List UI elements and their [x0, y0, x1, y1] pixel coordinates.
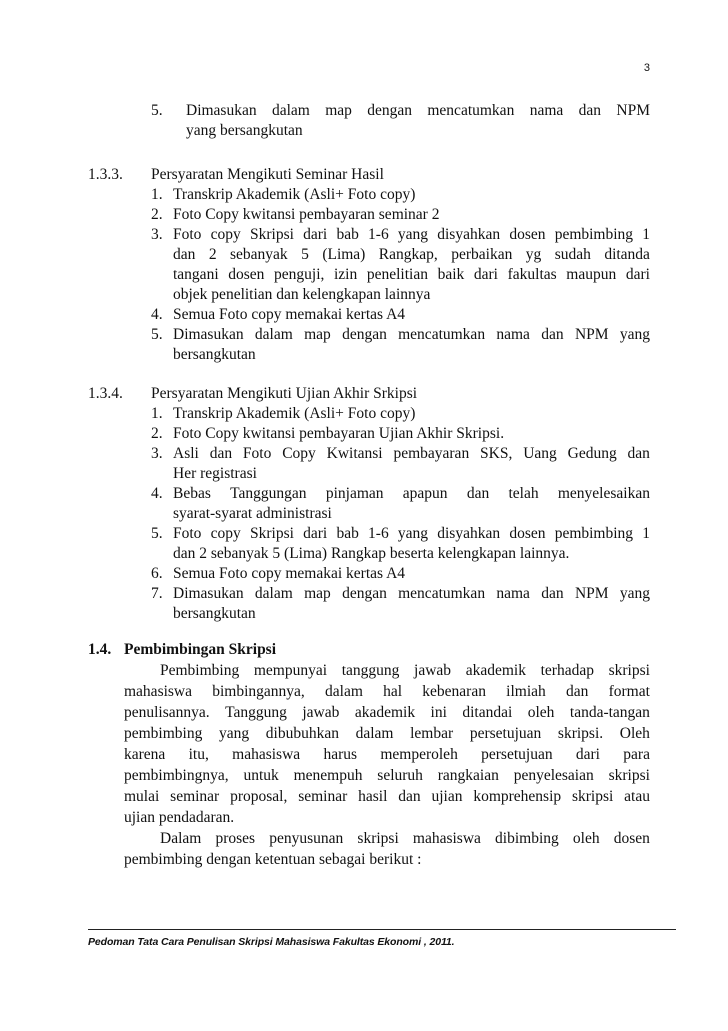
word: penulisannya.: [124, 704, 210, 721]
list-item-line: Foto Copy kwitansi pembayaran Ujian Akhir Skripsi.: [173, 425, 505, 442]
word: menyelesaikan: [557, 485, 650, 502]
word: tanda-tangan: [569, 704, 650, 721]
word: jawab: [414, 662, 452, 679]
word: yang: [397, 226, 429, 243]
word: Asli: [173, 445, 199, 462]
word: persetujuan: [469, 725, 542, 742]
word: nama: [529, 102, 564, 119]
word: dan: [566, 683, 589, 700]
word: memperoleh: [380, 746, 458, 763]
list-item-number: 3.: [151, 226, 163, 243]
word: dan: [209, 445, 233, 462]
word: map: [304, 585, 331, 602]
word: yg: [525, 246, 542, 263]
word: copy: [210, 525, 241, 542]
list-item-line: [173, 245, 650, 265]
list-item-line: Semua Foto copy memakai kertas A4: [173, 565, 406, 582]
word: dibubuhkan: [265, 725, 339, 742]
word: penyusunan: [269, 830, 344, 847]
word: pembimbingnya,: [124, 767, 229, 784]
word: Rangkap,: [378, 246, 438, 263]
word: Pembimbing: [160, 662, 240, 679]
word: ini: [430, 704, 447, 721]
paragraph-line: pembimbing dengan ketentuan sebagai berikut :: [124, 851, 422, 868]
page-footer: Pedoman Tata Cara Penulisan Skripsi Mahasiswa Fakultas Ekonomi , 2011.: [88, 936, 455, 948]
list-item-line: [173, 584, 650, 604]
word: fakultas: [507, 266, 557, 283]
word: Skripsi: [249, 525, 294, 542]
word: dari: [303, 226, 328, 243]
word: pembimbing: [124, 725, 203, 742]
word: untuk: [243, 767, 279, 784]
list-item-line: syarat-syarat administrasi: [173, 505, 332, 522]
word: Foto: [173, 226, 202, 243]
word: nama: [496, 326, 530, 343]
word: nama: [496, 585, 530, 602]
list-item-number: 4.: [151, 306, 163, 323]
word: dosen: [509, 525, 546, 542]
section-title: Pembimbingan Skripsi: [124, 641, 277, 658]
word: jawab: [302, 704, 340, 721]
word: komprehensip: [473, 788, 562, 805]
word: skripsi.: [557, 725, 604, 742]
word: bab: [336, 525, 359, 542]
word: skripsi: [571, 788, 614, 805]
word: skripsi: [608, 767, 650, 784]
word: kebenaran: [422, 683, 486, 700]
word: Kwitansi: [326, 445, 383, 462]
word: SKS,: [480, 445, 513, 462]
word: pembimbing: [554, 525, 634, 542]
list-item-number: 2.: [151, 425, 163, 442]
word: format: [608, 683, 650, 700]
list-item-number: 6.: [151, 565, 163, 582]
word: dan: [466, 485, 490, 502]
word: dan: [541, 585, 564, 602]
word: dan: [578, 102, 602, 119]
list-item-number: 5.: [151, 326, 163, 343]
word: dengan: [342, 585, 387, 602]
paragraph-line: [124, 682, 650, 702]
list-item-line: Transkrip Akademik (Asli+ Foto copy): [173, 186, 416, 203]
word: tangani: [173, 266, 219, 283]
list-item-number: 1.: [151, 186, 163, 203]
word: 1-6: [368, 525, 389, 542]
word: mahasiswa: [232, 746, 301, 763]
list-item-line: bersangkutan: [173, 346, 256, 363]
paragraph-line: [124, 745, 650, 765]
word: Dimasukan: [173, 585, 244, 602]
list-item-number: 2.: [151, 206, 163, 223]
list-item-line: Foto Copy kwitansi pembayaran seminar 2: [173, 206, 440, 223]
word: hasil: [358, 788, 388, 805]
word: Uang: [523, 445, 557, 462]
word: Oleh: [619, 725, 650, 742]
word: persetujuan: [481, 746, 553, 763]
list-item-number: 3.: [151, 445, 163, 462]
word: karena: [124, 746, 166, 763]
list-item-line: [186, 101, 650, 121]
word: dengan: [342, 326, 387, 343]
word: maupun: [566, 266, 617, 283]
word: NPM: [574, 585, 609, 602]
word: disyahkan: [437, 226, 501, 243]
word: mempunyai: [253, 662, 328, 679]
word: bimbingannya,: [212, 683, 305, 700]
list-item-line: Semua Foto copy memakai kertas A4: [173, 306, 406, 323]
word: rangkaian: [437, 767, 499, 784]
word: penelitian: [366, 266, 428, 283]
word: Dalam: [160, 830, 202, 847]
word: pembayaran: [393, 445, 470, 462]
footer-rule: [88, 929, 676, 930]
list-item-number: 4.: [151, 485, 163, 502]
word: bab: [336, 226, 359, 243]
word: penguji,: [274, 266, 325, 283]
word: dalam: [254, 326, 293, 343]
word: oleh: [572, 830, 600, 847]
word: dan: [398, 788, 421, 805]
word: map: [304, 326, 331, 343]
list-item-line: bersangkutan: [173, 605, 256, 622]
list-item-line: yang bersangkutan: [186, 122, 303, 139]
word: mahasiswa: [412, 830, 481, 847]
word: mulai: [124, 788, 160, 805]
word: dengan: [367, 102, 413, 119]
list-item-line: objek penelitian dan kelengkapan lainnya: [173, 286, 431, 303]
section-number: 1.3.3.: [88, 166, 123, 183]
word: dan: [173, 246, 196, 263]
word: 2: [208, 246, 217, 263]
word: NPM: [616, 102, 650, 119]
word: pinjaman: [325, 485, 384, 502]
word: Skripsi: [249, 226, 294, 243]
word: oleh: [527, 704, 555, 721]
word: perbaikan: [451, 246, 513, 263]
word: yang: [219, 725, 250, 742]
word: penyelesaian: [513, 767, 594, 784]
word: mahasiswa: [124, 683, 193, 700]
word: baik: [437, 266, 465, 283]
word: apapun: [402, 485, 448, 502]
word: mencatumkan: [398, 326, 486, 343]
word: akademik: [465, 662, 526, 679]
word: pembimbing: [554, 226, 634, 243]
list-item-number: 7.: [151, 585, 163, 602]
word: atau: [624, 788, 650, 805]
word: dari: [625, 266, 650, 283]
word: Foto: [242, 445, 272, 462]
word: 1: [642, 226, 650, 243]
word: dalam: [325, 683, 363, 700]
section-title: Persyaratan Mengikuti Ujian Akhir Srkipsi: [151, 385, 418, 402]
word: yang: [619, 326, 650, 343]
paragraph-line: [160, 661, 650, 681]
word: tanggung: [341, 662, 400, 679]
word: izin: [334, 266, 358, 283]
word: dari: [575, 746, 600, 763]
list-item-line: Transkrip Akademik (Asli+ Foto copy): [173, 405, 416, 422]
word: sudah: [554, 246, 591, 263]
list-item-line: [173, 325, 650, 345]
list-item-number: 1.: [151, 405, 163, 422]
word: map: [325, 102, 352, 119]
word: 1: [642, 525, 650, 542]
word: ujian: [431, 788, 463, 805]
word: dosen: [509, 226, 546, 243]
word: dibimbing: [495, 830, 559, 847]
page-number: 3: [643, 62, 650, 74]
word: yang: [619, 585, 650, 602]
word: skripsi: [608, 662, 650, 679]
word: seminar: [298, 788, 348, 805]
list-item-line: [173, 444, 650, 464]
word: mencatumkan: [398, 585, 486, 602]
word: lembar: [410, 725, 454, 742]
word: dalam: [271, 102, 310, 119]
list-item-line: [173, 484, 650, 504]
word: mencatumkan: [427, 102, 515, 119]
word: Dimasukan: [186, 102, 257, 119]
word: harus: [323, 746, 358, 763]
word: para: [623, 746, 650, 763]
list-item-line: Her registrasi: [173, 465, 257, 482]
list-item-line: [173, 524, 650, 544]
word: 1-6: [368, 226, 389, 243]
word: Foto: [173, 525, 202, 542]
word: dosen: [228, 266, 265, 283]
word: proposal,: [230, 788, 288, 805]
section-title: Persyaratan Mengikuti Seminar Hasil: [151, 166, 384, 183]
word: ditandai: [462, 704, 513, 721]
word: seluruh: [377, 767, 423, 784]
word: dan: [541, 326, 564, 343]
word: dalam: [254, 585, 293, 602]
paragraph-line: [124, 766, 650, 786]
word: 5: [301, 246, 309, 263]
word: hal: [383, 683, 403, 700]
word: telah: [508, 485, 539, 502]
word: Dimasukan: [173, 326, 244, 343]
word: dari: [473, 266, 498, 283]
word: dalam: [355, 725, 394, 742]
word: dan: [627, 445, 650, 462]
word: NPM: [574, 326, 609, 343]
word: disyahkan: [437, 525, 501, 542]
word: proses: [215, 830, 256, 847]
word: yang: [397, 525, 429, 542]
paragraph-line: [124, 724, 650, 744]
word: Gedung: [567, 445, 617, 462]
word: terhadap: [540, 662, 594, 679]
word: dari: [303, 525, 328, 542]
list-item-line: [173, 265, 650, 285]
section-number: 1.4.: [88, 641, 112, 658]
paragraph-line: [124, 787, 650, 807]
word: ditanda: [604, 246, 650, 263]
list-item-number: 5.: [151, 525, 163, 542]
word: copy: [210, 226, 241, 243]
word: Tanggungan: [230, 485, 307, 502]
paragraph-line: ujian pendadaran.: [124, 809, 235, 826]
word: Copy: [282, 445, 316, 462]
word: Bebas: [173, 485, 211, 502]
word: skripsi: [357, 830, 399, 847]
word: ilmiah: [506, 683, 546, 700]
word: dosen: [613, 830, 650, 847]
word: Tanggung: [225, 704, 287, 721]
word: (Lima): [322, 246, 366, 263]
list-item-number: 5.: [151, 102, 163, 119]
list-item-line: [173, 225, 650, 245]
word: seminar: [170, 788, 220, 805]
word: menempuh: [293, 767, 363, 784]
word: akademik: [354, 704, 416, 721]
paragraph-line: [124, 703, 650, 723]
paragraph-line: [160, 829, 650, 849]
list-item-line: dan 2 sebanyak 5 (Lima) Rangkap beserta kelengkapan lainnya.: [173, 545, 570, 562]
section-number: 1.3.4.: [88, 385, 123, 402]
word: sebanyak: [230, 246, 288, 263]
word: itu,: [188, 746, 209, 763]
